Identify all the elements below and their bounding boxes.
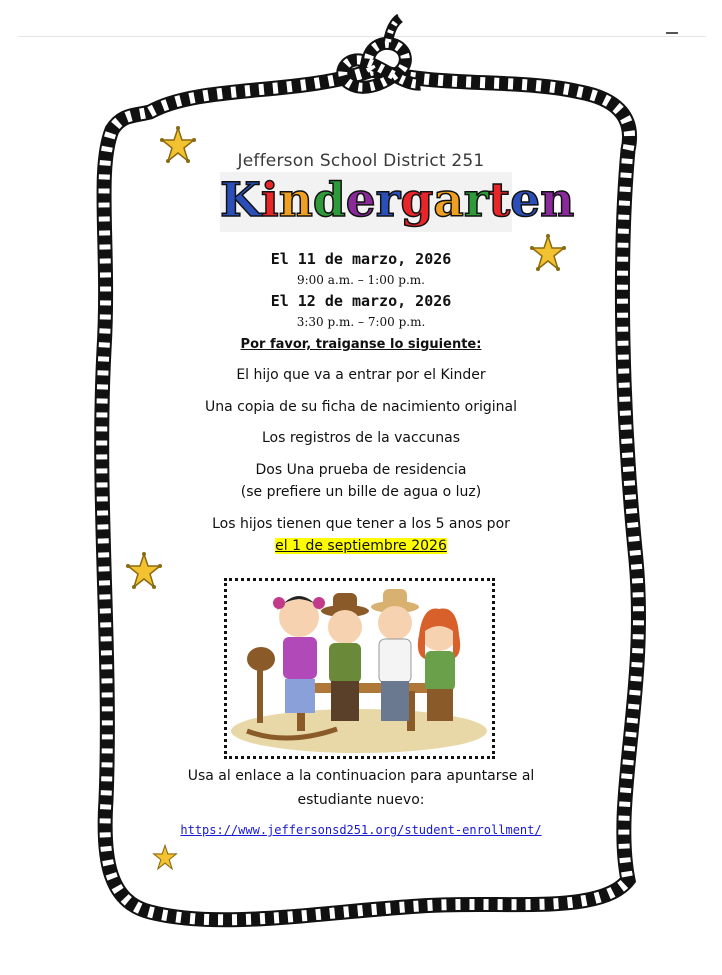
wordmark-letter: n	[540, 173, 575, 228]
session-date: El 11 de marzo, 2026	[270, 250, 452, 268]
list-item: El hijo que va a entrar por el Kinder	[236, 367, 486, 383]
kindergarten-wordmark	[220, 172, 575, 232]
wordmark-letter: r	[375, 173, 401, 228]
list-item: Dos Una prueba de residencia	[255, 462, 467, 478]
wordmark-letter: a	[433, 173, 464, 228]
wordmark-letter: e	[510, 173, 541, 228]
kids-illustration	[224, 578, 495, 759]
wordmark-letter: r	[463, 173, 489, 228]
list-item: (se prefiere un bille de agua o luz)	[240, 484, 482, 500]
bring-heading: Por favor, traiganse lo siguiente:	[240, 337, 482, 352]
star-icon	[126, 552, 162, 590]
wordmark-letter: e	[345, 173, 376, 228]
list-item: Una copia de su ficha de nacimiento original	[204, 399, 518, 415]
district-name: Jefferson School District 251	[237, 151, 485, 171]
session-date: El 12 de marzo, 2026	[270, 292, 452, 310]
list-item: Los registros de la vaccunas	[262, 430, 460, 446]
wordmark-letter: g	[400, 173, 434, 228]
session-time: 3:30 p.m. – 7:00 p.m.	[296, 315, 426, 329]
cutoff-date: el 1 de septiembre 2026	[275, 538, 447, 554]
enroll-text: Usa al enlace a la continuacion para apuntarse al	[187, 768, 535, 784]
wordmark-letter: t	[488, 173, 511, 228]
wordmark-letter: i	[260, 173, 279, 228]
age-requirement: Los hijos tienen que tener a los 5 anos por	[212, 516, 510, 532]
enroll-text: estudiante nuevo:	[297, 792, 425, 808]
wordmark-letter: n	[278, 173, 313, 228]
wordmark-letter: d	[312, 173, 346, 228]
enrollment-link[interactable]: https://www.jeffersonsd251.org/student-enrollment/	[180, 823, 542, 837]
session-time: 9:00 a.m. – 1:00 p.m.	[296, 273, 425, 287]
wordmark-letter: K	[220, 173, 261, 228]
star-icon	[152, 844, 178, 871]
